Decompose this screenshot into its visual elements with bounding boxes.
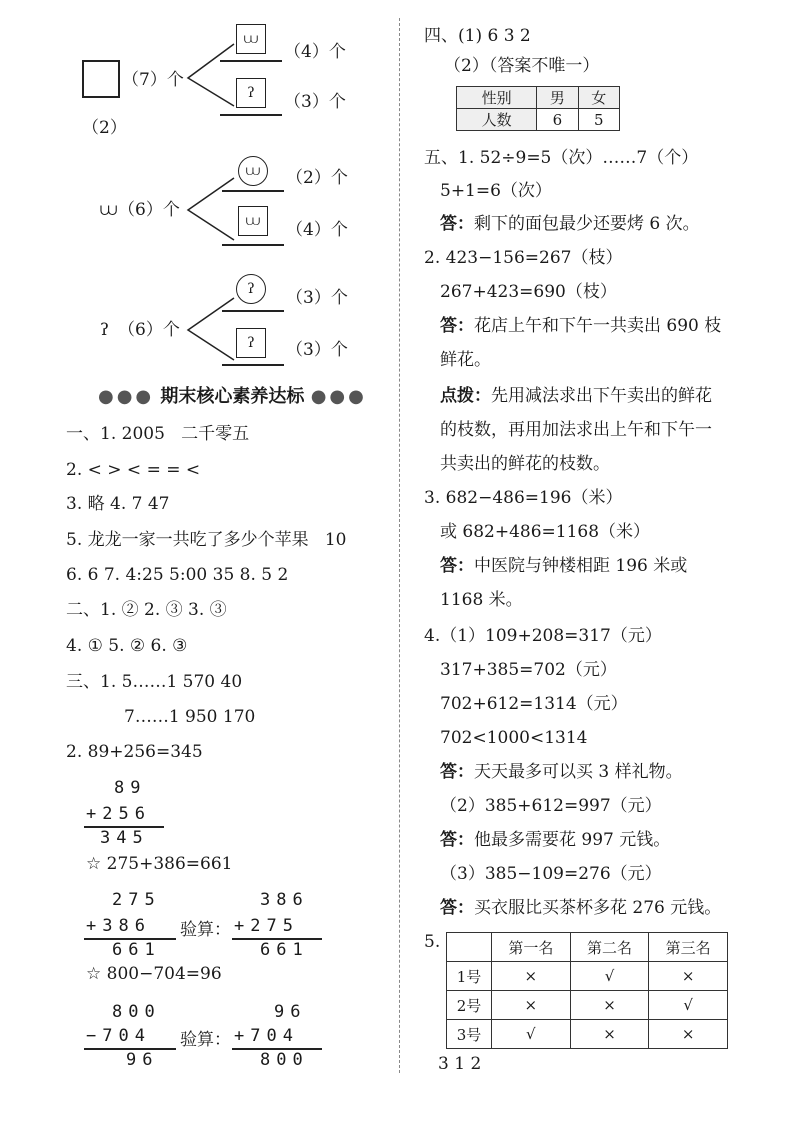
answer-line: 共卖出的鲜花的枝数。: [440, 454, 610, 474]
calc-row: +275: [234, 916, 299, 936]
bread-icon: ʔ: [100, 320, 110, 340]
table-cell: 5: [578, 109, 619, 131]
check-label: 验算：: [180, 1030, 231, 1050]
tree3-bottom-line: [222, 364, 284, 366]
cake-icon: ⩊: [100, 200, 118, 220]
answer-line: 点拨：先用减法求出下午卖出的鲜花: [440, 386, 712, 406]
tree1-branch: [186, 40, 236, 110]
table-cell: 男: [537, 87, 578, 109]
bread-icon: ʔ: [236, 78, 266, 108]
tree3-bottom-count: （3）个: [286, 340, 348, 360]
cake-icon: ⩊: [236, 24, 266, 54]
dots-decoration: ●●●: [98, 386, 155, 407]
cake-icon: ⩊: [238, 206, 268, 236]
tree1-bottom-count: （3）个: [284, 92, 346, 112]
answer-line: 2. < > < = = <: [66, 460, 201, 480]
tree3-branch: [186, 294, 236, 364]
answer-line: 2. 89+256=345: [66, 742, 203, 762]
table-cell: ×: [570, 991, 649, 1020]
tree2-branch: [186, 174, 236, 244]
tree2-top-count: （2）个: [286, 168, 348, 188]
answer-line: 二、1. ② 2. ③ 3. ③: [66, 600, 227, 620]
calc-row: +386: [86, 916, 151, 936]
tree3-total: （6）个: [118, 320, 180, 340]
calc-row: +256: [86, 804, 151, 824]
answer-line: 317+385=702（元）: [440, 660, 617, 680]
answer-line: 3. 682−486=196（米）: [424, 488, 623, 508]
answer-line: 2. 423−156=267（枝）: [424, 248, 623, 268]
dots-decoration: ●●●: [310, 386, 367, 407]
calc-row: 275: [112, 890, 161, 910]
answer-line: 鲜花。: [440, 350, 491, 370]
calc-row: 345: [100, 828, 149, 848]
check-label: 验算：: [180, 920, 231, 940]
table-cell: 人数: [457, 109, 537, 131]
tree2-bottom-line: [222, 244, 284, 246]
empty-answer-box: [82, 60, 120, 98]
tree1-top-count: （4）个: [284, 42, 346, 62]
answer-line: 3. 略 4. 7 47: [66, 494, 170, 514]
answer-line: 4. ① 5. ② 6. ③: [66, 636, 188, 656]
answer-line: 5+1=6（次）: [440, 181, 552, 201]
table-cell: [447, 933, 492, 962]
tree2-top-line: [222, 190, 284, 192]
tree2-bottom-count: （4）个: [286, 220, 348, 240]
answer-line: 三、1. 5……1 570 40: [66, 672, 243, 692]
answer-line: 答：花店上午和下午一共卖出 690 枝: [440, 316, 722, 336]
calc-row: 89: [114, 778, 147, 798]
answer-line: 5. 龙龙一家一共吃了多少个苹果 10: [66, 530, 347, 550]
cake-icon: ⩊: [238, 156, 268, 186]
table-cell: 女: [578, 87, 619, 109]
calc-row: 96: [274, 1002, 307, 1022]
answer-line: 或 682+486=1168（米）: [440, 522, 651, 542]
rank-table: [446, 932, 728, 1049]
answer-line: （2）385+612=997（元）: [440, 796, 662, 816]
tree3-top-line: [222, 310, 284, 312]
answer-line: （3）385−109=276（元）: [440, 864, 662, 884]
answer-line: ☆ 275+386=661: [86, 854, 233, 874]
answer-line: 答：买衣服比买茶杯多花 276 元钱。: [440, 898, 722, 918]
tree3-top-count: （3）个: [286, 288, 348, 308]
table-cell: 6: [537, 109, 578, 131]
answer-line: 5.: [424, 932, 441, 952]
calc-row: 661: [112, 940, 161, 960]
answer-line: 7……1 950 170: [124, 707, 256, 727]
calc-row: +704: [234, 1026, 299, 1046]
calc-row: −704: [86, 1026, 151, 1046]
answer-line: 的枝数，再用加法求出上午和下午一: [440, 420, 712, 440]
answer-line: 答：他最多需要花 997 元钱。: [440, 830, 671, 850]
calc-row: 386: [260, 890, 309, 910]
tree1-bottom-line: [220, 114, 282, 116]
tree2-total: （6）个: [118, 200, 180, 220]
answer-line: 一、1. 2005 二千零五: [66, 424, 250, 444]
calc-row: 800: [260, 1050, 309, 1070]
table-cell: √: [570, 962, 649, 991]
table-cell: 1号: [447, 962, 492, 991]
bread-icon: ʔ: [236, 274, 266, 304]
answer-line: ☆ 800−704=96: [86, 964, 222, 984]
table-cell: √: [649, 991, 728, 1020]
answer-line: 四、(1) 6 3 2: [424, 26, 531, 46]
answer-line: 6. 6 7. 4:25 5:00 35 8. 5 2: [66, 565, 289, 585]
answer-line: 五、1. 52÷9=5（次）……7（个）: [424, 148, 699, 168]
answer-line: 答：天天最多可以买 3 样礼物。: [440, 762, 683, 782]
answer-line: 1168 米。: [440, 590, 523, 610]
calc-row: 800: [112, 1002, 161, 1022]
column-divider: [399, 18, 400, 1073]
calc-row: 96: [126, 1050, 159, 1070]
answer-line: 答：剩下的面包最少还要烤 6 次。: [440, 214, 700, 234]
table-cell: 第二名: [570, 933, 649, 962]
table-cell: ×: [492, 962, 571, 991]
answer-line: （2）（答案不唯一）: [444, 56, 600, 76]
answer-line: 267+423=690（枝）: [440, 282, 617, 302]
table-cell: 性别: [457, 87, 537, 109]
answer-line: 答：中医院与钟楼相距 196 米或: [440, 556, 688, 576]
answer-line: 702<1000<1314: [440, 728, 588, 748]
calc-row: 661: [260, 940, 309, 960]
section-title: ●●● 期末核心素养达标 ●●●: [98, 386, 367, 407]
table-cell: 3号: [447, 1020, 492, 1049]
part-2-label: （2）: [82, 118, 127, 138]
answer-line: 702+612=1314（元）: [440, 694, 628, 714]
final-answer: 3 1 2: [438, 1054, 482, 1074]
table-cell: 2号: [447, 991, 492, 1020]
table-cell: ×: [649, 1020, 728, 1049]
table-cell: √: [492, 1020, 571, 1049]
gender-table: [456, 86, 620, 131]
tree1-total: （7）个: [122, 70, 184, 90]
table-cell: 第一名: [492, 933, 571, 962]
bread-icon: ʔ: [236, 328, 266, 358]
tree1-top-line: [220, 60, 282, 62]
table-cell: ×: [492, 991, 571, 1020]
table-cell: ×: [570, 1020, 649, 1049]
table-cell: ×: [649, 962, 728, 991]
answer-line: 4.（1）109+208=317（元）: [424, 626, 662, 646]
table-cell: 第三名: [649, 933, 728, 962]
